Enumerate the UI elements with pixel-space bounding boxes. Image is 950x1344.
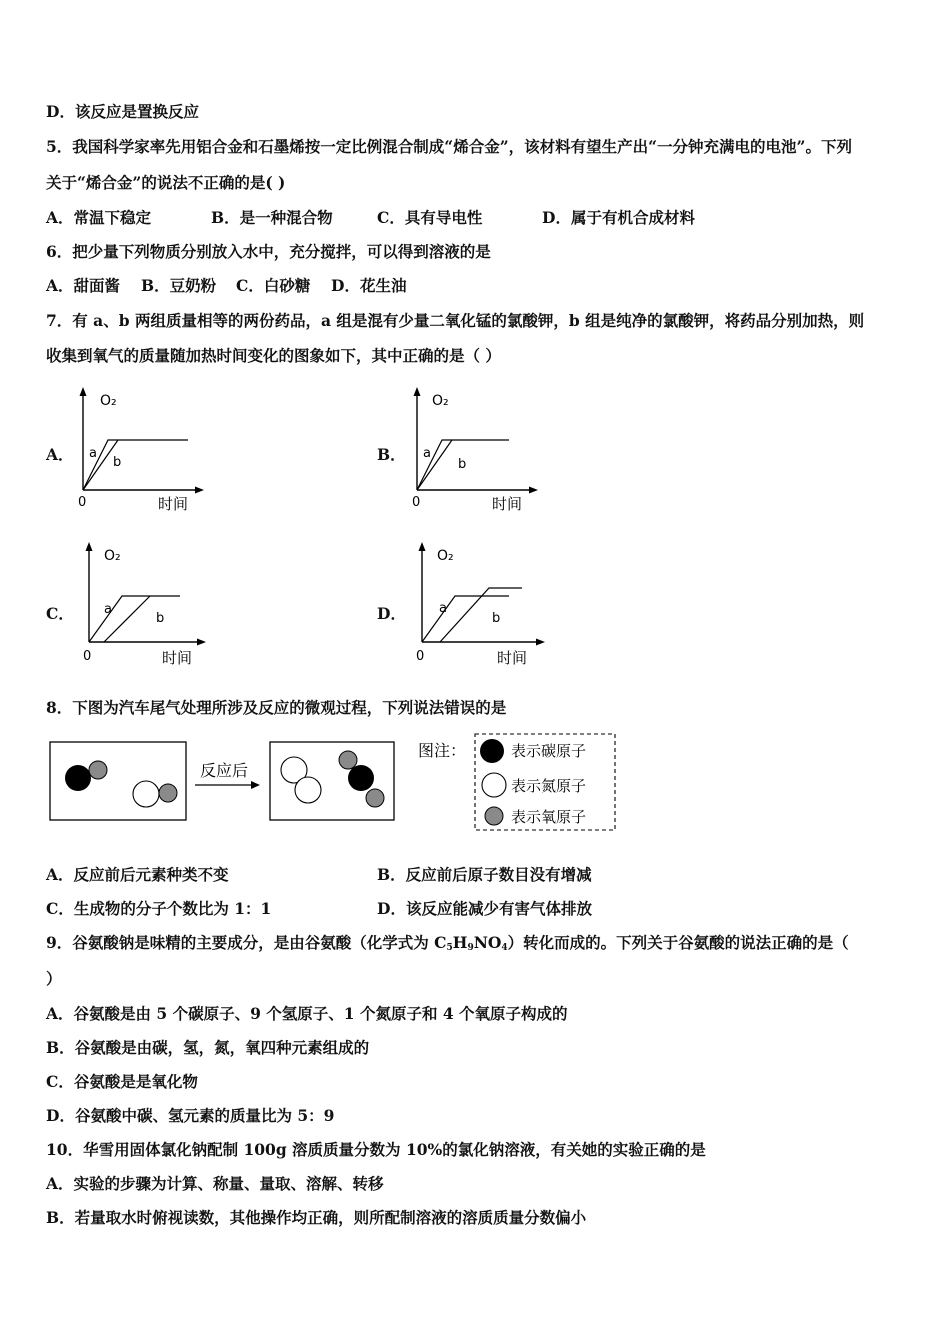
- q7-graph-label-a: A．: [46, 445, 74, 464]
- nitrogen-atom: [295, 777, 321, 803]
- q7b-series-a: a: [423, 446, 431, 461]
- q9-option-c: C．谷氨酸是是氧化物: [46, 1072, 198, 1091]
- carbon-atom: [65, 765, 91, 791]
- carbon-atom: [348, 765, 374, 791]
- q7c-series-a: a: [104, 602, 112, 617]
- q7a-origin: 0: [78, 495, 87, 510]
- legend-oxygen-icon: [485, 807, 503, 825]
- q7-stem-line1: 7．有 a、b 两组质量相等的两份药品，a 组是混有少量二氧化锰的氯酸钾，b 组是纯净的氯酸钾，将药品分别加热，则: [46, 311, 865, 330]
- q9-stem-post: ）转化而成的。下列关于谷氨酸的说法正确的是（: [507, 933, 849, 952]
- q10-stem: 10．华雪用固体氯化钠配制 100g 溶质质量分数为 10%的氯化钠溶液，有关她的实验正确的是: [46, 1140, 706, 1159]
- q7a-series-b: b: [113, 455, 122, 470]
- oxygen-atom: [366, 789, 384, 807]
- q8-option-c: C．生成物的分子个数比为 1：1: [46, 899, 272, 918]
- legend-nitrogen-icon: [482, 773, 506, 797]
- q9-option-a: A．谷氨酸是由 5 个碳原子、9 个氢原子、1 个氮原子和 4 个氧原子构成的: [46, 1004, 568, 1023]
- q9-option-d: D．谷氨酸中碳、氢元素的质量比为 5：9: [46, 1106, 335, 1125]
- q7b-x-label: 时间: [492, 495, 523, 513]
- formula-sub-h: 9: [467, 943, 474, 953]
- legend-nitrogen-label: 表示氮原子: [511, 777, 587, 795]
- q6-option-a: A．甜面酱: [46, 276, 121, 295]
- q7-graph-label-c: C．: [46, 604, 74, 623]
- q5-option-d: D．属于有机合成材料: [542, 208, 695, 227]
- q5-stem-line1: 5．我国科学家率先用铝合金和石墨烯按一定比例混合制成“烯合金”，该材料有望生产出“一分钟充满电的电池”。下列: [46, 137, 852, 156]
- formula-sub-o: 4: [501, 943, 508, 953]
- legend-oxygen-label: 表示氧原子: [511, 808, 587, 826]
- formula-h: H: [452, 933, 468, 952]
- q8-option-a: A．反应前后元素种类不变: [46, 865, 229, 884]
- q9-stem-line2: ）: [46, 969, 62, 988]
- legend-carbon-icon: [480, 739, 504, 763]
- arrow-label: 反应后: [200, 761, 249, 780]
- q9-stem-pre: 9．谷氨酸钠是味精的主要成分，是由谷氨酸（化学式为 C: [46, 933, 447, 952]
- q4-option-d: D．该反应是置换反应: [46, 102, 199, 121]
- oxygen-atom: [159, 784, 177, 802]
- q7a-y-label: O₂: [100, 393, 117, 409]
- q7d-series-a: a: [439, 601, 447, 616]
- formula-sub-c: 5: [446, 943, 453, 953]
- legend-title: 图注：: [418, 741, 467, 760]
- q7-graph-d: [409, 540, 559, 675]
- q8-reaction-diagram: [48, 736, 628, 836]
- q6-stem: 6．把少量下列物质分别放入水中，充分搅拌，可以得到溶液的是: [46, 242, 491, 261]
- q5-option-c: C．具有导电性: [377, 208, 483, 227]
- q9-stem-line1: [46, 933, 849, 958]
- q7d-origin: 0: [416, 649, 425, 664]
- q8-stem: 8．下图为汽车尾气处理所涉及反应的微观过程，下列说法错误的是: [46, 698, 507, 717]
- q8-option-d: D．该反应能减少有害气体排放: [377, 899, 592, 918]
- q5-stem-line2: 关于“烯合金”的说法不正确的是( ): [46, 173, 286, 192]
- formula-no: NO: [473, 933, 502, 952]
- q7d-y-label: O₂: [437, 548, 454, 564]
- q7b-origin: 0: [412, 495, 421, 510]
- q6-option-d: D．花生油: [331, 276, 407, 295]
- nitrogen-atom: [133, 781, 159, 807]
- q5-option-a: A．常温下稳定: [46, 208, 152, 227]
- q7a-x-label: 时间: [158, 495, 189, 513]
- q7-graph-a: [70, 385, 220, 520]
- q7a-series-a: a: [89, 446, 97, 461]
- q7d-series-b: b: [492, 611, 501, 626]
- q7d-x-label: 时间: [497, 649, 528, 667]
- q6-option-c: C．白砂糖: [236, 276, 311, 295]
- arrow-icon: [251, 781, 260, 789]
- q7b-y-label: O₂: [432, 393, 449, 409]
- q10-option-b: B．若量取水时俯视读数，其他操作均正确，则所配制溶液的溶质质量分数偏小: [46, 1208, 587, 1227]
- q7-stem-line2: 收集到氧气的质量随加热时间变化的图象如下，其中正确的是（ ）: [46, 346, 501, 365]
- q7-graph-b: [404, 385, 554, 520]
- q7c-y-label: O₂: [104, 548, 121, 564]
- legend-carbon-label: 表示碳原子: [511, 742, 587, 760]
- q7-graph-label-b: B．: [377, 445, 406, 464]
- oxygen-atom: [339, 751, 357, 769]
- q7b-series-b: b: [458, 457, 467, 472]
- q6-option-b: B．豆奶粉: [141, 276, 217, 295]
- q8-option-b: B．反应前后原子数目没有增减: [377, 865, 592, 884]
- q7-graph-c: [76, 540, 226, 675]
- q7c-x-label: 时间: [162, 649, 193, 667]
- q7c-series-b: b: [156, 611, 165, 626]
- q9-option-b: B．谷氨酸是由碳，氢，氮，氧四种元素组成的: [46, 1038, 370, 1057]
- q5-option-b: B．是一种混合物: [211, 208, 333, 227]
- q7c-origin: 0: [83, 649, 92, 664]
- oxygen-atom: [89, 761, 107, 779]
- q7-graph-label-d: D．: [377, 604, 406, 623]
- q10-option-a: A．实验的步骤为计算、称量、量取、溶解、转移: [46, 1174, 384, 1193]
